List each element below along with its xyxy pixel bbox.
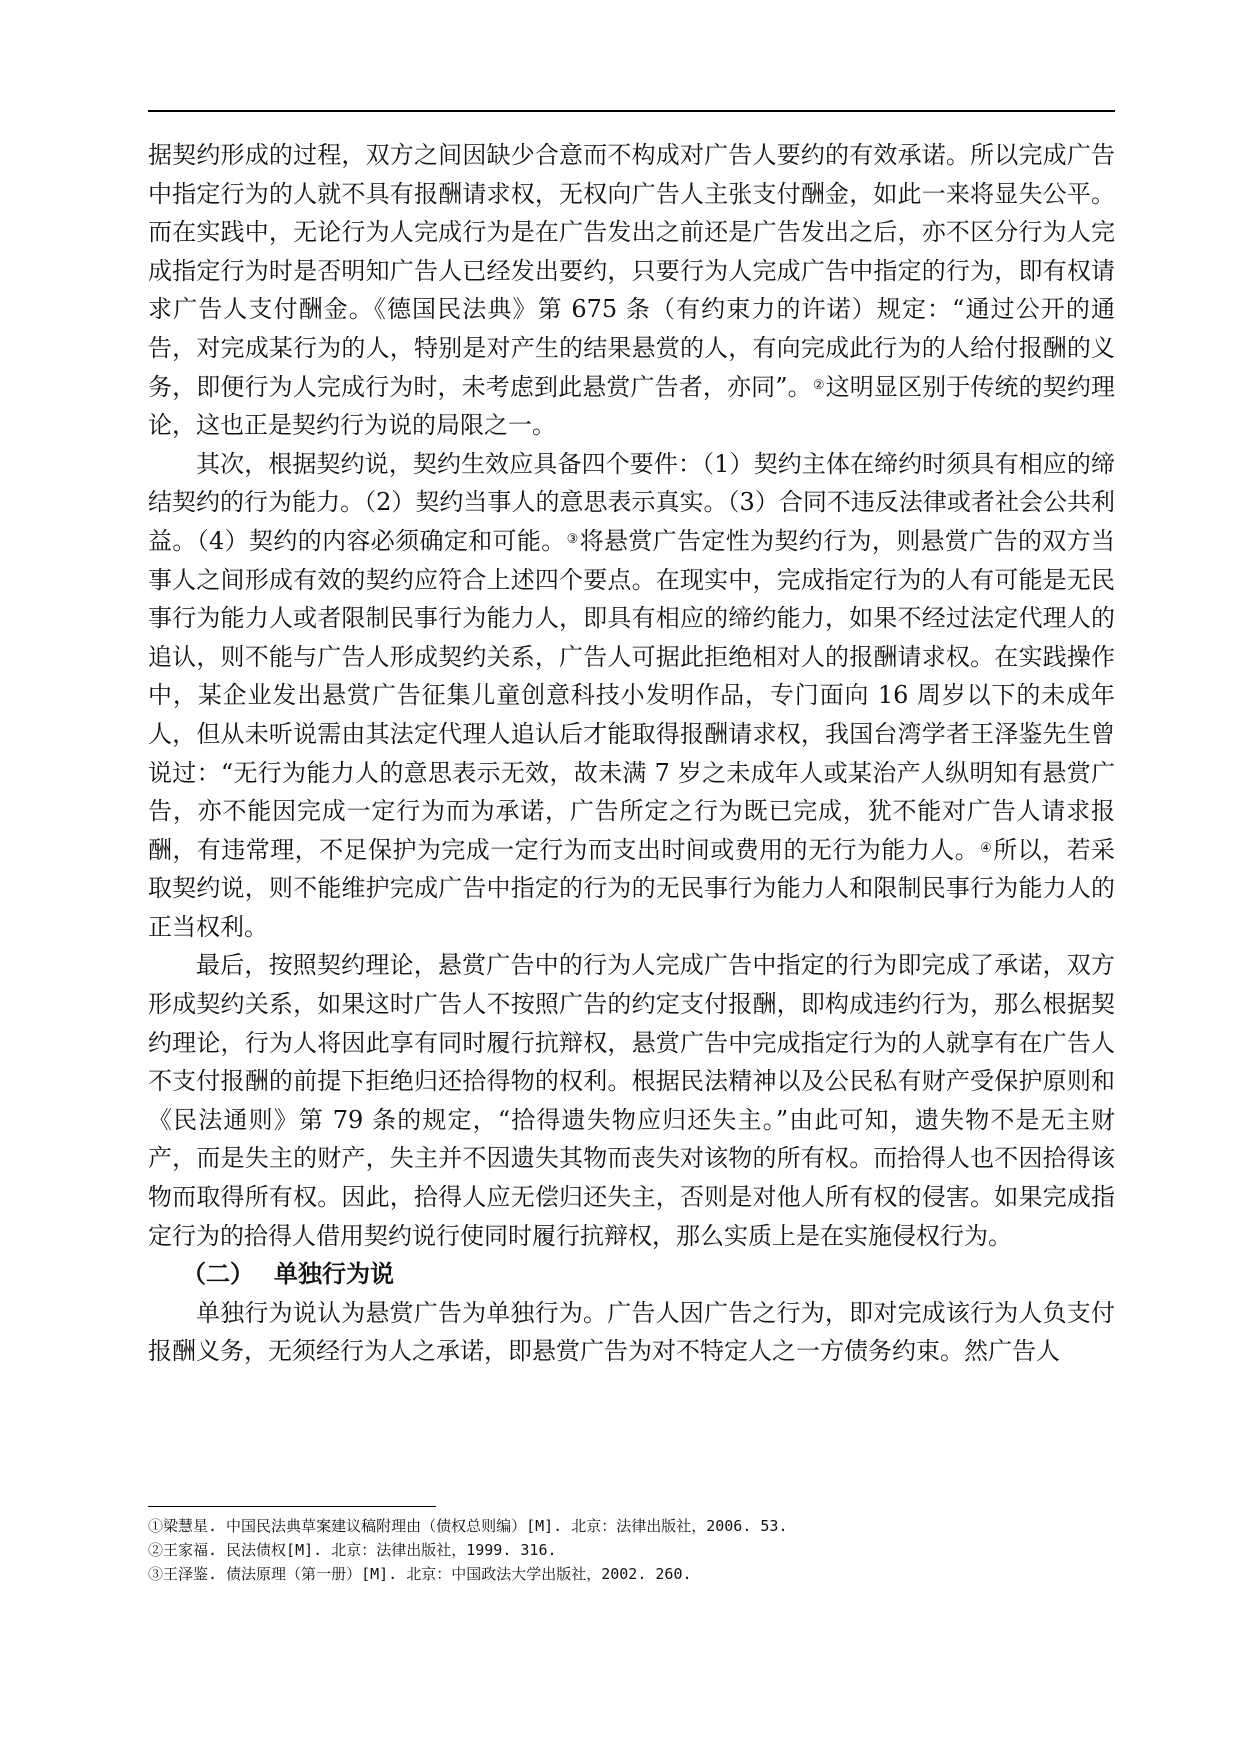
body-paragraph	[148, 946, 1115, 1255]
paragraph-group	[148, 136, 1115, 1255]
header-rule	[148, 110, 1115, 112]
footnote-2: ②王家福. 民法债权[M]. 北京：法律出版社，1999. 316.	[148, 1541, 557, 1559]
paragraph-text: 据契约形成的过程，双方之间因缺少合意而不构成对广告人要约的有效承诺。所以完成广告中指定行为的人就不具有报酬请求权，无权向广告人主张支付酬金，如此一来将显失公平。而在实践中，无论行为人完成行为是在广告发出之前还是广告发出之后，亦不区分行为人完成指定行为时是否明知广告人已经发出要约，只要行为人完成广告中指定的行为，即有权请求广告人支付酬金。《德国民法典》第 675 条（有约束力的许诺）规定：“通过公开的通告，对完成某行为的人，特别是对产生的结果悬赏的人，有向完成此行为的人给付报酬的义务，即便行为人完成行为时，未考虑到此悬赏广告者，亦同”。	[148, 141, 1115, 401]
closing-paragraph: 单独行为说认为悬赏广告为单独行为。广告人因广告之行为，即对完成该行为人负支付报酬义务，无须经行为人之承诺，即悬赏广告为对不特定人之一方债务约束。然广告人	[148, 1298, 1115, 1366]
paragraph-text: 最后，按照契约理论，悬赏广告中的行为人完成广告中指定的行为即完成了承诺，双方形成契约关系，如果这时广告人不按照广告的约定支付报酬，即构成违约行为，那么根据契约理论，行为人将因此享有同时履行抗辩权，悬赏广告中完成指定行为的人就享有在广告人不支付报酬的前提下拒绝归还拾得物的权利。根据民法精神以及公民私有财产受保护原则和《民法通则》第 79 条的规定，“拾得遗失物应归还失主。”由此可知，遗失物不是无主财产，而是失主的财产，失主并不因遗失其物而丧失对该物的所有权。而拾得人也不因拾得该物而取得所有权。因此，拾得人应无偿归还失主，否则是对他人所有权的侵害。如果完成指定行为的拾得人借用契约说行使同时履行抗辩权，那么实质上是在实施侵权行为。	[148, 951, 1115, 1250]
section-number: （二）	[182, 1260, 254, 1289]
footnote-reference: ②	[812, 377, 825, 393]
body-paragraph	[148, 136, 1115, 445]
body-text	[148, 136, 1115, 1371]
footnote-reference: ③	[566, 531, 579, 547]
body-paragraph	[148, 445, 1115, 947]
paragraph-text: 所以，若采取契约说，则不能维护完成广告中指定的行为的无民事行为能力人和限制民事行为能力人的正当权利。	[148, 835, 1116, 941]
paragraph-text: 这明显区别于传统的契约理论，这也正是契约行为说的局限之一。	[148, 372, 1115, 440]
section-title: 单独行为说	[274, 1260, 394, 1289]
paragraph-text: 其次，根据契约说，契约生效应具备四个要件：（1）契约主体在缔约时须具有相应的缔结契约的行为能力。（2）契约当事人的意思表示真实。（3）合同不违反法律或者社会公共利益。（4）契约的内容必须确定和可能。	[148, 449, 1115, 555]
paragraph-text: 将悬赏广告定性为契约行为，则悬赏广告的双方当事人之间形成有效的契约应符合上述四个要点。在现实中，完成指定行为的人有可能是无民事行为能力人或者限制民事行为能力人，即具有相应的缔约能力，如果不经过法定代理人的追认，则不能与广告人形成契约关系，广告人可据此拒绝相对人的报酬请求权。在实践操作中，某企业发出悬赏广告征集儿童创意科技小发明作品，专门面向 16 周岁以下的未成年人，但从未听说需由其法定代理人追认后才能取得报酬请求权，我国台湾学者王泽鉴先生曾说过：“无行为能力人的意思表示无效，故未满 7 岁之未成年人或某治产人纵明知有悬赏广告，亦不能因完成一定行为而为承诺，广告所定之行为既已完成，犹不能对广告人请求报酬，有违常理，不足保护为完成一定行为而支出时间或费用的无行为能力人。	[148, 526, 1116, 864]
section-heading	[148, 1255, 1115, 1294]
footnote-reference: ④	[980, 840, 993, 856]
footnote-rule	[148, 1506, 436, 1507]
footnote-3: ③王泽鉴. 债法原理（第一册）[M]. 北京：中国政法大学出版社，2002. 260.	[148, 1565, 692, 1583]
footnote-1: ①梁慧星. 中国民法典草案建议稿附理由（债权总则编）[M]. 北京：法律出版社，2006. 53.	[148, 1517, 788, 1535]
footnotes	[148, 1514, 1115, 1586]
